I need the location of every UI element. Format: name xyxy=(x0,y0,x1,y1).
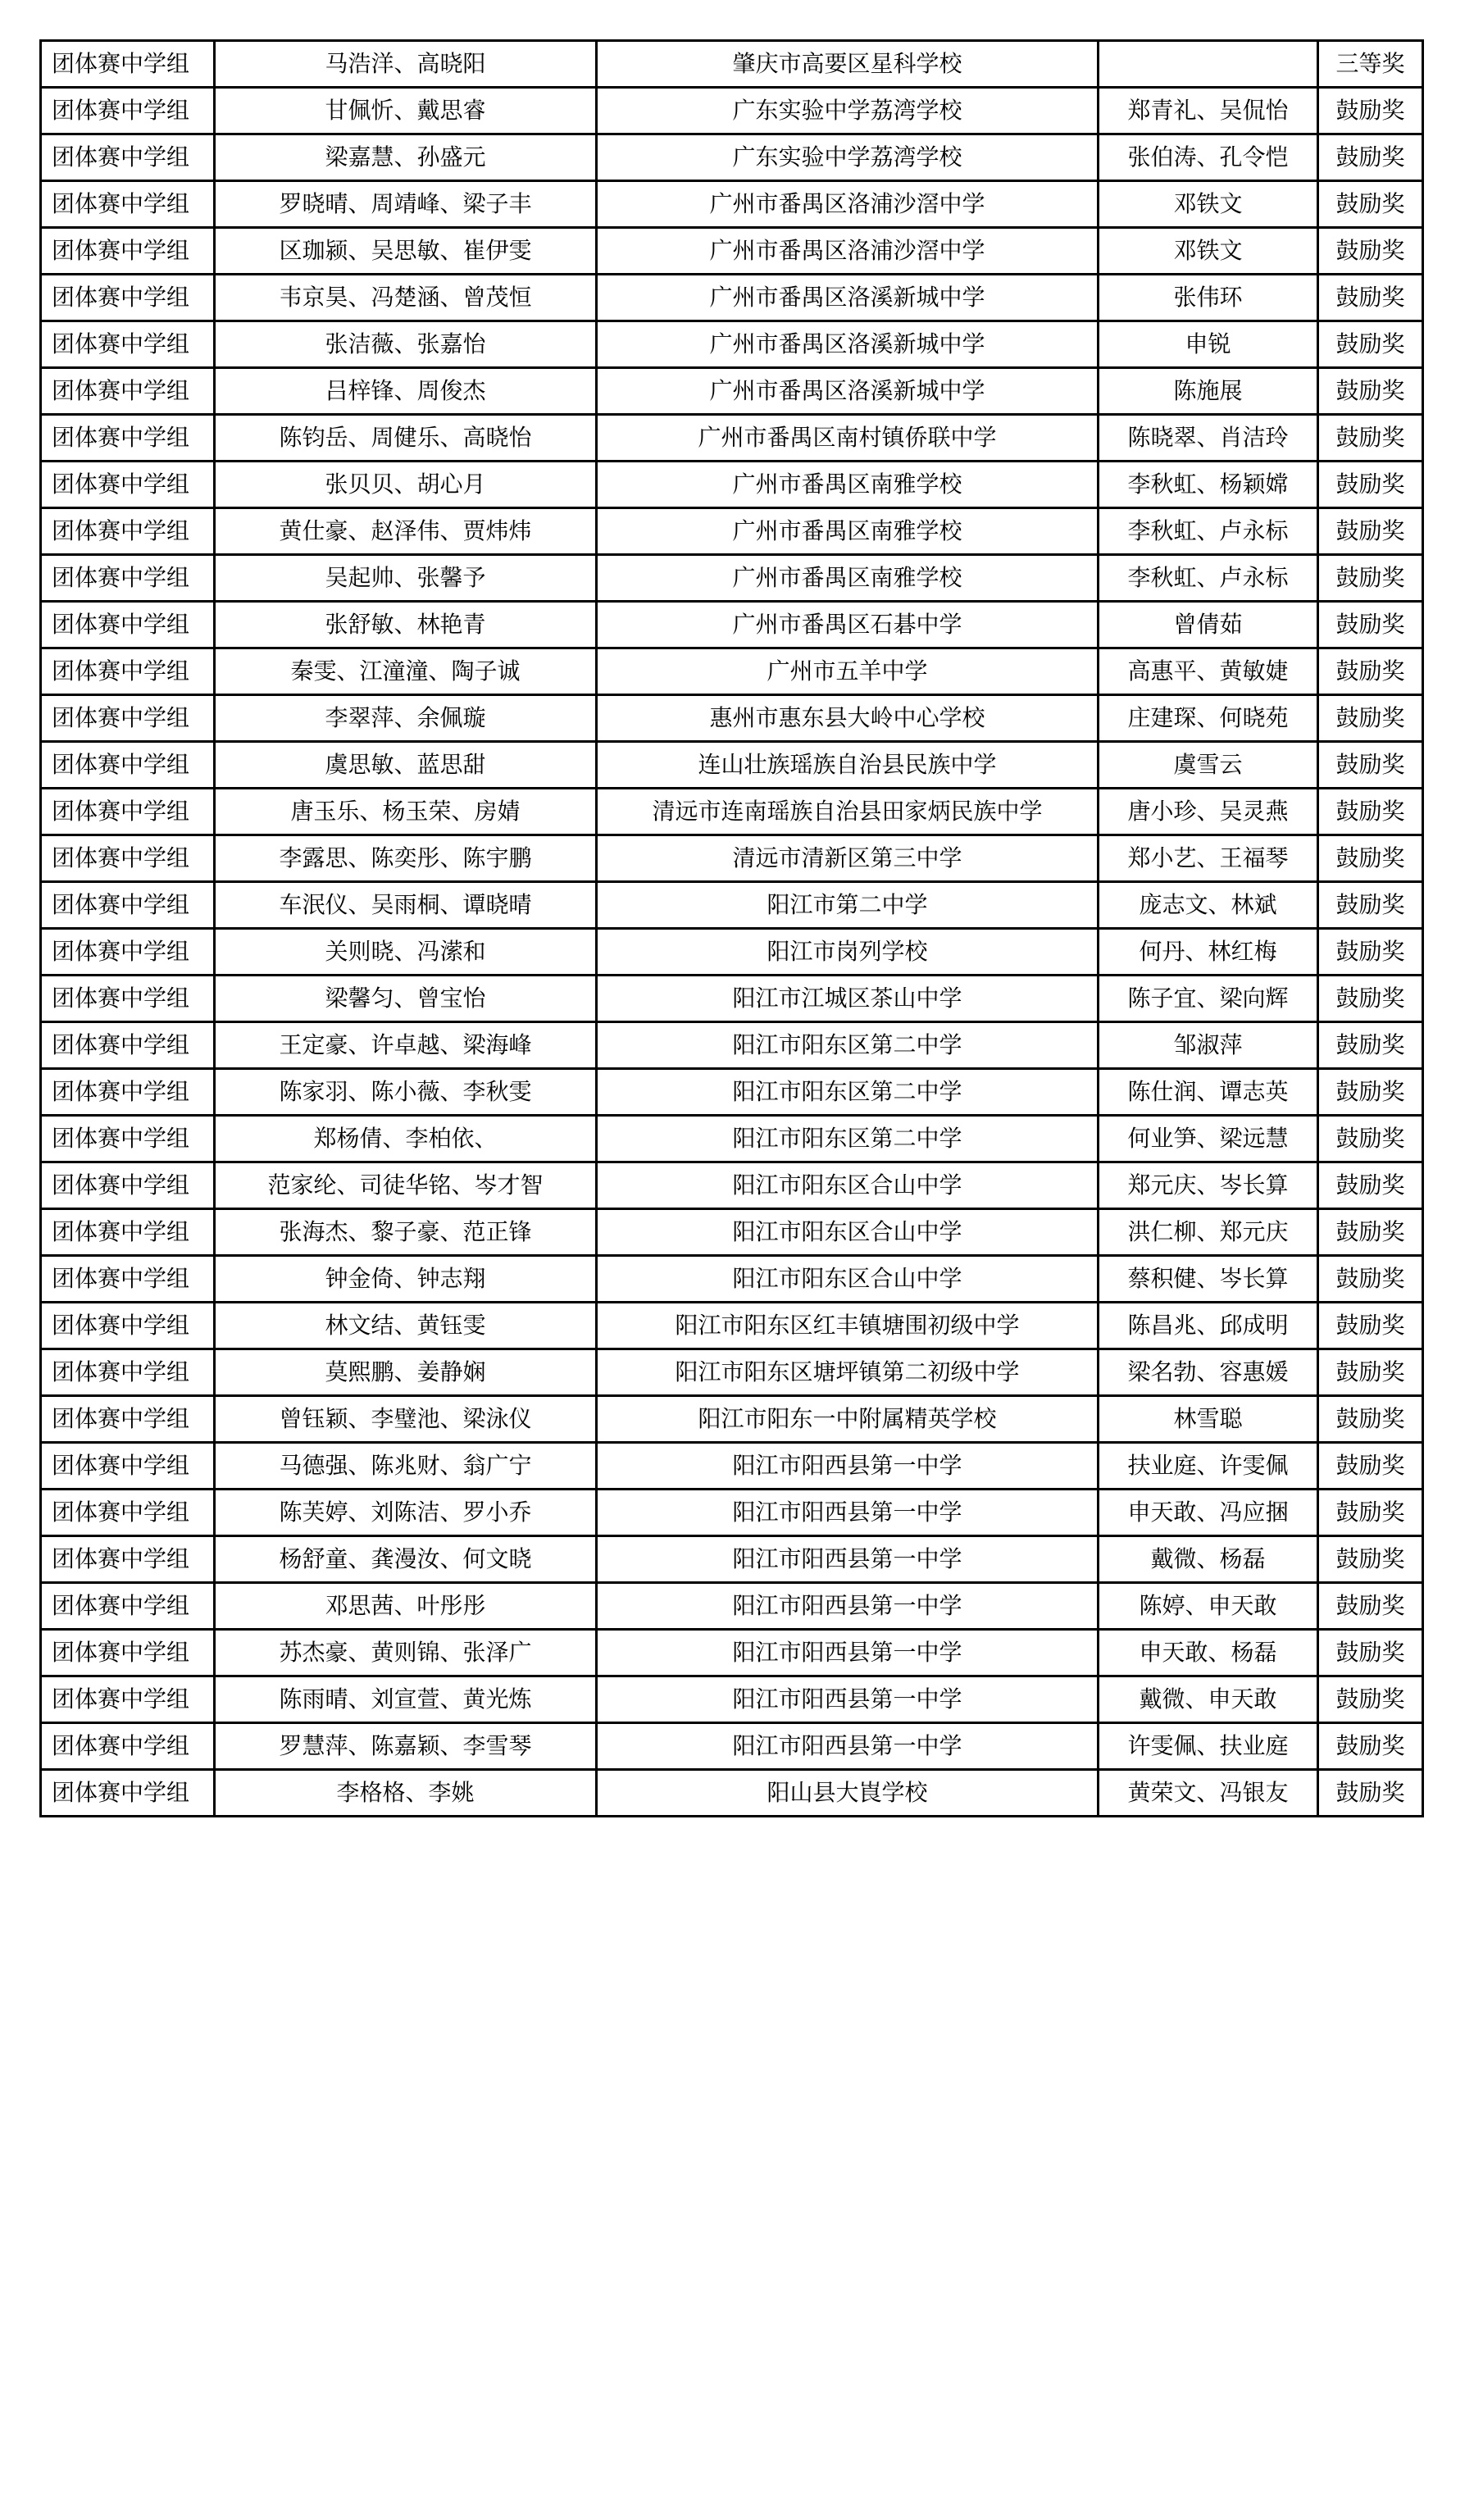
award-cell: 鼓励奖 xyxy=(1318,1303,1423,1349)
members-cell: 吴起帅、张馨予 xyxy=(215,555,597,602)
table-row xyxy=(41,321,1423,368)
school-cell: 广州市番禺区南雅学校 xyxy=(597,462,1099,508)
school-cell: 阳江市阳东区合山中学 xyxy=(597,1209,1099,1256)
table-row xyxy=(41,368,1423,415)
award-cell: 鼓励奖 xyxy=(1318,134,1423,181)
members-cell: 陈雨晴、刘宣萱、黄光炼 xyxy=(215,1676,597,1723)
award-cell: 鼓励奖 xyxy=(1318,1396,1423,1443)
members-cell: 梁馨匀、曾宝怡 xyxy=(215,976,597,1022)
table-row xyxy=(41,228,1423,275)
table-row xyxy=(41,835,1423,882)
award-cell: 鼓励奖 xyxy=(1318,368,1423,415)
school-cell: 阳江市阳东区红丰镇塘围初级中学 xyxy=(597,1303,1099,1349)
category-cell: 团体赛中学组 xyxy=(41,368,215,415)
members-cell: 苏杰豪、黄则锦、张泽广 xyxy=(215,1630,597,1676)
teachers-cell: 梁名勃、容惠媛 xyxy=(1099,1349,1318,1396)
school-cell: 阳江市阳东区第二中学 xyxy=(597,1022,1099,1069)
members-cell: 马浩洋、高晓阳 xyxy=(215,41,597,88)
school-cell: 阳江市阳西县第一中学 xyxy=(597,1583,1099,1630)
category-cell: 团体赛中学组 xyxy=(41,275,215,321)
school-cell: 广州市番禺区南雅学校 xyxy=(597,508,1099,555)
members-cell: 陈钧岳、周健乐、高晓怡 xyxy=(215,415,597,462)
category-cell: 团体赛中学组 xyxy=(41,789,215,835)
teachers-cell: 陈子宜、梁向辉 xyxy=(1099,976,1318,1022)
award-cell: 鼓励奖 xyxy=(1318,929,1423,976)
teachers-cell: 李秋虹、杨颖嫦 xyxy=(1099,462,1318,508)
category-cell: 团体赛中学组 xyxy=(41,1022,215,1069)
school-cell: 阳江市阳东区第二中学 xyxy=(597,1116,1099,1162)
teachers-cell xyxy=(1099,41,1318,88)
teachers-cell: 庞志文、林斌 xyxy=(1099,882,1318,929)
teachers-cell: 陈昌兆、邱成明 xyxy=(1099,1303,1318,1349)
school-cell: 阳江市阳东区塘坪镇第二初级中学 xyxy=(597,1349,1099,1396)
school-cell: 阳江市阳西县第一中学 xyxy=(597,1536,1099,1583)
award-cell: 鼓励奖 xyxy=(1318,1116,1423,1162)
teachers-cell: 唐小珍、吴灵燕 xyxy=(1099,789,1318,835)
award-cell: 鼓励奖 xyxy=(1318,695,1423,742)
category-cell: 团体赛中学组 xyxy=(41,321,215,368)
award-cell: 鼓励奖 xyxy=(1318,1162,1423,1209)
school-cell: 广州市番禺区洛浦沙滘中学 xyxy=(597,228,1099,275)
teachers-cell: 陈婷、申天敢 xyxy=(1099,1583,1318,1630)
members-cell: 唐玉乐、杨玉荣、房婧 xyxy=(215,789,597,835)
table-row xyxy=(41,1209,1423,1256)
category-cell: 团体赛中学组 xyxy=(41,929,215,976)
members-cell: 郑杨倩、李柏依、 xyxy=(215,1116,597,1162)
members-cell: 张贝贝、胡心月 xyxy=(215,462,597,508)
category-cell: 团体赛中学组 xyxy=(41,602,215,648)
table-row xyxy=(41,181,1423,228)
members-cell: 莫熙鹏、姜静娴 xyxy=(215,1349,597,1396)
table-row xyxy=(41,41,1423,88)
members-cell: 关则晓、冯潆和 xyxy=(215,929,597,976)
school-cell: 广州市番禺区石碁中学 xyxy=(597,602,1099,648)
members-cell: 李格格、李姚 xyxy=(215,1770,597,1817)
table-row xyxy=(41,1069,1423,1116)
category-cell: 团体赛中学组 xyxy=(41,1209,215,1256)
school-cell: 阳江市岗列学校 xyxy=(597,929,1099,976)
award-cell: 鼓励奖 xyxy=(1318,789,1423,835)
teachers-cell: 蔡积健、岑长算 xyxy=(1099,1256,1318,1303)
school-cell: 清远市连南瑶族自治县田家炳民族中学 xyxy=(597,789,1099,835)
members-cell: 秦雯、江潼潼、陶子诚 xyxy=(215,648,597,695)
table-row xyxy=(41,88,1423,134)
teachers-cell: 张伯涛、孔令恺 xyxy=(1099,134,1318,181)
teachers-cell: 李秋虹、卢永标 xyxy=(1099,508,1318,555)
members-cell: 梁嘉慧、孙盛元 xyxy=(215,134,597,181)
teachers-cell: 陈晓翠、肖洁玲 xyxy=(1099,415,1318,462)
category-cell: 团体赛中学组 xyxy=(41,1676,215,1723)
award-cell: 鼓励奖 xyxy=(1318,1676,1423,1723)
award-cell: 鼓励奖 xyxy=(1318,181,1423,228)
school-cell: 广州市番禺区南村镇侨联中学 xyxy=(597,415,1099,462)
award-cell: 鼓励奖 xyxy=(1318,1069,1423,1116)
table-row xyxy=(41,1630,1423,1676)
category-cell: 团体赛中学组 xyxy=(41,1256,215,1303)
category-cell: 团体赛中学组 xyxy=(41,1349,215,1396)
members-cell: 钟金倚、钟志翔 xyxy=(215,1256,597,1303)
members-cell: 范家纶、司徒华铭、岑才智 xyxy=(215,1162,597,1209)
award-cell: 鼓励奖 xyxy=(1318,415,1423,462)
teachers-cell: 申天敢、杨磊 xyxy=(1099,1630,1318,1676)
award-cell: 鼓励奖 xyxy=(1318,1630,1423,1676)
teachers-cell: 张伟环 xyxy=(1099,275,1318,321)
school-cell: 阳江市第二中学 xyxy=(597,882,1099,929)
table-row xyxy=(41,1583,1423,1630)
award-cell: 鼓励奖 xyxy=(1318,1583,1423,1630)
table-row xyxy=(41,742,1423,789)
teachers-cell: 何丹、林红梅 xyxy=(1099,929,1318,976)
table-row xyxy=(41,275,1423,321)
members-cell: 甘佩忻、戴思睿 xyxy=(215,88,597,134)
school-cell: 广东实验中学荔湾学校 xyxy=(597,134,1099,181)
category-cell: 团体赛中学组 xyxy=(41,648,215,695)
teachers-cell: 郑青礼、吴侃怡 xyxy=(1099,88,1318,134)
award-table-body xyxy=(41,41,1423,1817)
teachers-cell: 曾倩茹 xyxy=(1099,602,1318,648)
award-cell: 鼓励奖 xyxy=(1318,228,1423,275)
table-row xyxy=(41,1116,1423,1162)
teachers-cell: 洪仁柳、郑元庆 xyxy=(1099,1209,1318,1256)
teachers-cell: 邓铁文 xyxy=(1099,181,1318,228)
members-cell: 罗慧萍、陈嘉颖、李雪琴 xyxy=(215,1723,597,1770)
award-cell: 鼓励奖 xyxy=(1318,882,1423,929)
school-cell: 阳江市阳东区合山中学 xyxy=(597,1256,1099,1303)
members-cell: 张洁薇、张嘉怡 xyxy=(215,321,597,368)
teachers-cell: 黄荣文、冯银友 xyxy=(1099,1770,1318,1817)
award-cell: 鼓励奖 xyxy=(1318,555,1423,602)
award-cell: 鼓励奖 xyxy=(1318,1490,1423,1536)
teachers-cell: 戴微、杨磊 xyxy=(1099,1536,1318,1583)
school-cell: 广州市五羊中学 xyxy=(597,648,1099,695)
members-cell: 曾钰颖、李璧池、梁泳仪 xyxy=(215,1396,597,1443)
members-cell: 张舒敏、林艳青 xyxy=(215,602,597,648)
category-cell: 团体赛中学组 xyxy=(41,134,215,181)
category-cell: 团体赛中学组 xyxy=(41,462,215,508)
school-cell: 阳江市江城区茶山中学 xyxy=(597,976,1099,1022)
category-cell: 团体赛中学组 xyxy=(41,1630,215,1676)
award-cell: 三等奖 xyxy=(1318,41,1423,88)
teachers-cell: 虞雪云 xyxy=(1099,742,1318,789)
table-row xyxy=(41,602,1423,648)
table-row xyxy=(41,1396,1423,1443)
teachers-cell: 戴微、申天敢 xyxy=(1099,1676,1318,1723)
school-cell: 阳江市阳西县第一中学 xyxy=(597,1443,1099,1490)
award-cell: 鼓励奖 xyxy=(1318,648,1423,695)
members-cell: 区珈颍、吴思敏、崔伊雯 xyxy=(215,228,597,275)
award-cell: 鼓励奖 xyxy=(1318,88,1423,134)
school-cell: 广州市番禺区洛溪新城中学 xyxy=(597,275,1099,321)
category-cell: 团体赛中学组 xyxy=(41,1770,215,1817)
category-cell: 团体赛中学组 xyxy=(41,1396,215,1443)
members-cell: 张海杰、黎子豪、范正锋 xyxy=(215,1209,597,1256)
award-cell: 鼓励奖 xyxy=(1318,1770,1423,1817)
school-cell: 广州市番禺区洛浦沙滘中学 xyxy=(597,181,1099,228)
category-cell: 团体赛中学组 xyxy=(41,1069,215,1116)
table-row xyxy=(41,1349,1423,1396)
teachers-cell: 邓铁文 xyxy=(1099,228,1318,275)
school-cell: 连山壮族瑶族自治县民族中学 xyxy=(597,742,1099,789)
teachers-cell: 李秋虹、卢永标 xyxy=(1099,555,1318,602)
table-row xyxy=(41,929,1423,976)
category-cell: 团体赛中学组 xyxy=(41,882,215,929)
teachers-cell: 扶业庭、许雯佩 xyxy=(1099,1443,1318,1490)
table-row xyxy=(41,134,1423,181)
school-cell: 广州市番禺区南雅学校 xyxy=(597,555,1099,602)
school-cell: 肇庆市高要区星科学校 xyxy=(597,41,1099,88)
members-cell: 吕梓锋、周俊杰 xyxy=(215,368,597,415)
table-row xyxy=(41,462,1423,508)
category-cell: 团体赛中学组 xyxy=(41,1116,215,1162)
members-cell: 黄仕豪、赵泽伟、贾炜炜 xyxy=(215,508,597,555)
school-cell: 阳江市阳西县第一中学 xyxy=(597,1676,1099,1723)
teachers-cell: 申锐 xyxy=(1099,321,1318,368)
award-cell: 鼓励奖 xyxy=(1318,1209,1423,1256)
teachers-cell: 郑元庆、岑长算 xyxy=(1099,1162,1318,1209)
members-cell: 李翠萍、余佩璇 xyxy=(215,695,597,742)
table-row xyxy=(41,882,1423,929)
teachers-cell: 许雯佩、扶业庭 xyxy=(1099,1723,1318,1770)
category-cell: 团体赛中学组 xyxy=(41,742,215,789)
school-cell: 阳江市阳西县第一中学 xyxy=(597,1490,1099,1536)
award-cell: 鼓励奖 xyxy=(1318,1349,1423,1396)
table-row xyxy=(41,695,1423,742)
teachers-cell: 庄建琛、何晓苑 xyxy=(1099,695,1318,742)
teachers-cell: 邹淑萍 xyxy=(1099,1022,1318,1069)
teachers-cell: 郑小艺、王福琴 xyxy=(1099,835,1318,882)
table-row xyxy=(41,1490,1423,1536)
school-cell: 广州市番禺区洛溪新城中学 xyxy=(597,321,1099,368)
school-cell: 阳江市阳西县第一中学 xyxy=(597,1723,1099,1770)
table-row xyxy=(41,976,1423,1022)
category-cell: 团体赛中学组 xyxy=(41,1490,215,1536)
members-cell: 杨舒童、龚漫汝、何文晓 xyxy=(215,1536,597,1583)
table-row xyxy=(41,1162,1423,1209)
members-cell: 虞思敏、蓝思甜 xyxy=(215,742,597,789)
award-cell: 鼓励奖 xyxy=(1318,275,1423,321)
category-cell: 团体赛中学组 xyxy=(41,181,215,228)
school-cell: 阳江市阳东区第二中学 xyxy=(597,1069,1099,1116)
table-row xyxy=(41,1256,1423,1303)
members-cell: 车泯仪、吴雨桐、谭晓晴 xyxy=(215,882,597,929)
award-cell: 鼓励奖 xyxy=(1318,1256,1423,1303)
school-cell: 阳江市阳西县第一中学 xyxy=(597,1630,1099,1676)
award-table xyxy=(39,39,1424,1817)
category-cell: 团体赛中学组 xyxy=(41,415,215,462)
table-row xyxy=(41,1536,1423,1583)
teachers-cell: 林雪聪 xyxy=(1099,1396,1318,1443)
award-cell: 鼓励奖 xyxy=(1318,1723,1423,1770)
teachers-cell: 何业笋、梁远慧 xyxy=(1099,1116,1318,1162)
category-cell: 团体赛中学组 xyxy=(41,1536,215,1583)
table-row xyxy=(41,1443,1423,1490)
category-cell: 团体赛中学组 xyxy=(41,695,215,742)
category-cell: 团体赛中学组 xyxy=(41,88,215,134)
category-cell: 团体赛中学组 xyxy=(41,1583,215,1630)
teachers-cell: 陈施展 xyxy=(1099,368,1318,415)
members-cell: 马德强、陈兆财、翁广宁 xyxy=(215,1443,597,1490)
members-cell: 罗晓晴、周靖峰、梁子丰 xyxy=(215,181,597,228)
award-cell: 鼓励奖 xyxy=(1318,835,1423,882)
category-cell: 团体赛中学组 xyxy=(41,228,215,275)
table-row xyxy=(41,1676,1423,1723)
category-cell: 团体赛中学组 xyxy=(41,41,215,88)
category-cell: 团体赛中学组 xyxy=(41,508,215,555)
members-cell: 陈家羽、陈小薇、李秋雯 xyxy=(215,1069,597,1116)
table-row xyxy=(41,415,1423,462)
table-row xyxy=(41,1022,1423,1069)
category-cell: 团体赛中学组 xyxy=(41,976,215,1022)
school-cell: 清远市清新区第三中学 xyxy=(597,835,1099,882)
table-row xyxy=(41,555,1423,602)
category-cell: 团体赛中学组 xyxy=(41,1443,215,1490)
award-cell: 鼓励奖 xyxy=(1318,976,1423,1022)
school-cell: 惠州市惠东县大岭中心学校 xyxy=(597,695,1099,742)
table-row xyxy=(41,1770,1423,1817)
award-cell: 鼓励奖 xyxy=(1318,321,1423,368)
members-cell: 邓思茜、叶彤彤 xyxy=(215,1583,597,1630)
teachers-cell: 申天敢、冯应捆 xyxy=(1099,1490,1318,1536)
teachers-cell: 陈仕润、谭志英 xyxy=(1099,1069,1318,1116)
table-row xyxy=(41,1723,1423,1770)
members-cell: 王定豪、许卓越、梁海峰 xyxy=(215,1022,597,1069)
award-cell: 鼓励奖 xyxy=(1318,602,1423,648)
category-cell: 团体赛中学组 xyxy=(41,1303,215,1349)
award-cell: 鼓励奖 xyxy=(1318,1443,1423,1490)
table-row xyxy=(41,508,1423,555)
school-cell: 广州市番禺区洛溪新城中学 xyxy=(597,368,1099,415)
teachers-cell: 高惠平、黄敏婕 xyxy=(1099,648,1318,695)
members-cell: 韦京昊、冯楚涵、曾茂恒 xyxy=(215,275,597,321)
school-cell: 广东实验中学荔湾学校 xyxy=(597,88,1099,134)
award-cell: 鼓励奖 xyxy=(1318,1536,1423,1583)
table-row xyxy=(41,1303,1423,1349)
table-row xyxy=(41,648,1423,695)
school-cell: 阳山县大崀学校 xyxy=(597,1770,1099,1817)
award-cell: 鼓励奖 xyxy=(1318,508,1423,555)
category-cell: 团体赛中学组 xyxy=(41,1162,215,1209)
award-cell: 鼓励奖 xyxy=(1318,1022,1423,1069)
table-row xyxy=(41,789,1423,835)
category-cell: 团体赛中学组 xyxy=(41,1723,215,1770)
award-cell: 鼓励奖 xyxy=(1318,462,1423,508)
school-cell: 阳江市阳东区合山中学 xyxy=(597,1162,1099,1209)
members-cell: 陈芙婷、刘陈洁、罗小乔 xyxy=(215,1490,597,1536)
school-cell: 阳江市阳东一中附属精英学校 xyxy=(597,1396,1099,1443)
members-cell: 林文结、黄钰雯 xyxy=(215,1303,597,1349)
award-cell: 鼓励奖 xyxy=(1318,742,1423,789)
category-cell: 团体赛中学组 xyxy=(41,555,215,602)
members-cell: 李露思、陈奕彤、陈宇鹏 xyxy=(215,835,597,882)
category-cell: 团体赛中学组 xyxy=(41,835,215,882)
